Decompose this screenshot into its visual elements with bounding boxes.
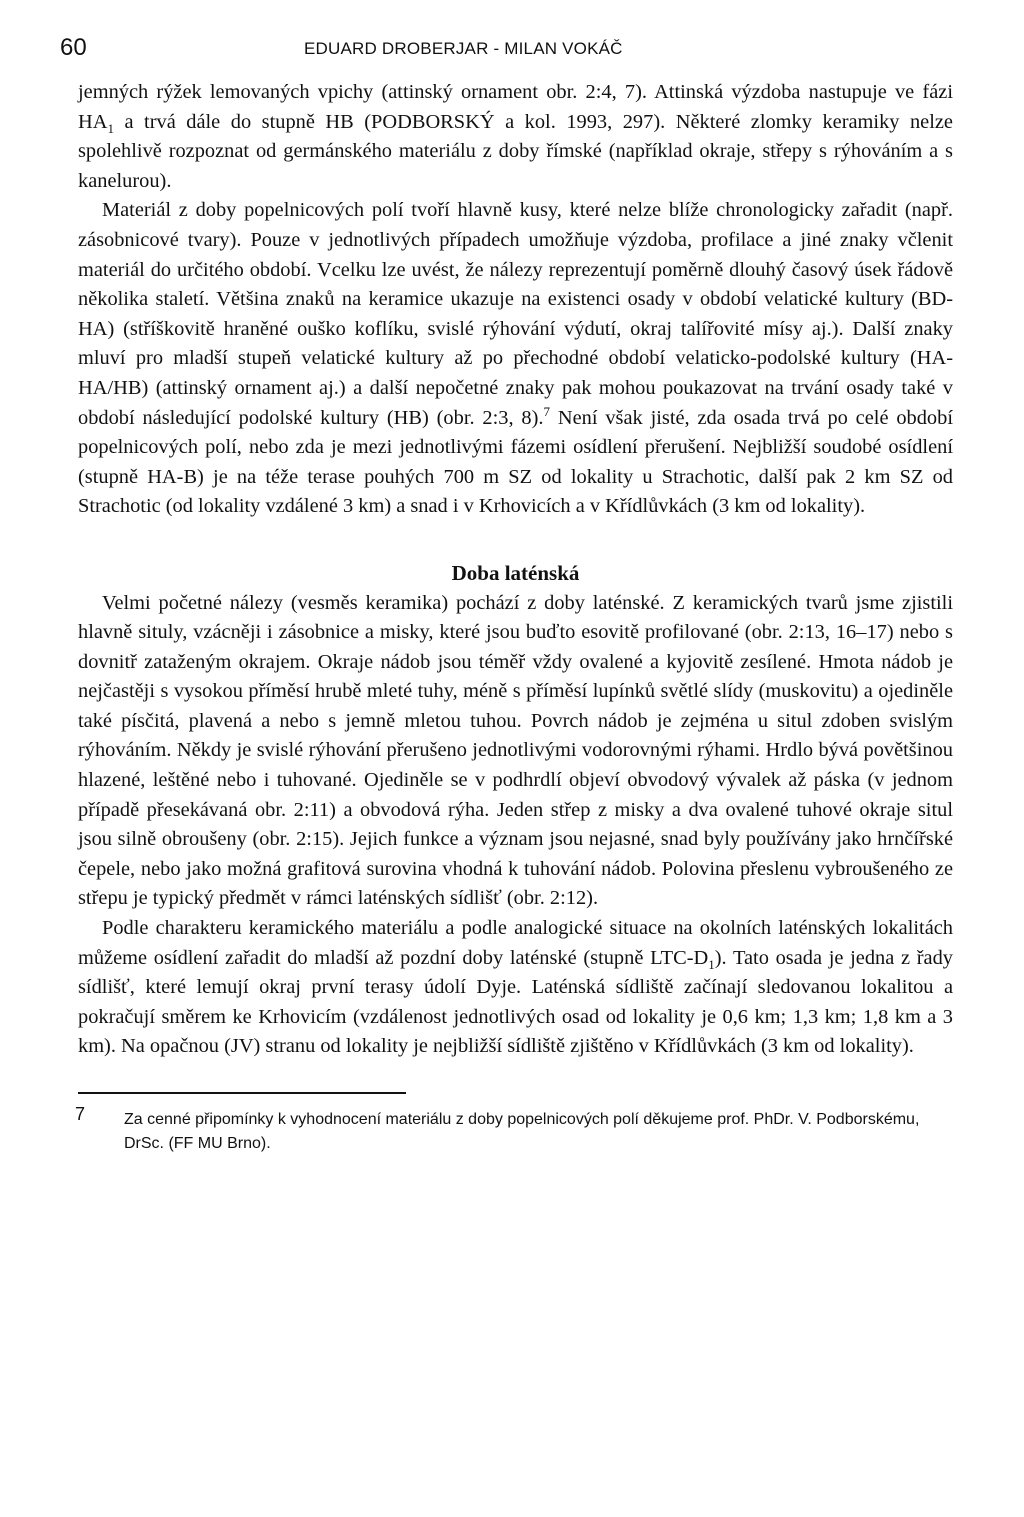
section-heading: Doba laténská [451,560,580,585]
document-page [60,30,953,1156]
running-title: EDUARD DROBERJAR - MILAN VOKÁČ [304,39,623,58]
running-header [60,30,953,70]
subscript-1: 1 [107,120,114,136]
footnote [75,1104,953,1156]
paragraph-2-text-a: Materiál z doby popelnicových polí tvoří hlavně kusy, které nelze blíže chronologicky zařadit (např. zásobnicové tvary). Pouze v jednotlivých případech umožňuje výzdoba, profilace a jiné znaky včlenit materiál do určitého období. Vcelku lze uvést, že nálezy reprezentují poměrně dlouhý časový úsek řádově několika staletí. Většina znaků na keramice ukazuje na existenci osady v období velatické kultury (BD-HA) (stříškovitě hraněné ouško koflíku, svislé rýhování výdutí, okraj talířovité mísy aj.). Další znaky mluví pro mladší stupeň velatické kultury až po přechodné období velaticko-podolské kultury (HA-HA/HB) (attinský ornament aj.) a další nepočetné znaky pak mohou poukazovat na trvání osady také v období následující podolské kultury (HB) (obr. 2:3, 8). [78,199,953,429]
footnote-reference: 7 [543,403,551,419]
page-number: 60 [60,34,87,61]
subscript-2: 1 [708,956,715,972]
paragraph-4 [78,914,953,1062]
body-text [78,78,953,1062]
paragraph-2-text-b: Není však jisté, zda osada trvá po celé období popelnicových polí, nebo zda je mezi jednotlivými fázemi osídlení přerušení. Nejbližší soudobé osídlení (stupně HA-B) je na téže terase pouhých 700 m SZ od lokality u Strachotic, další pak 2 km SZ od Strachotic (od lokality vzdálené 3 km) a snad i v Krhovicích a v Křídlůvkách (3 km od lokality). [78,406,953,518]
paragraph-4-text-a: Podle charakteru keramického materiálu a podle analogické situace na okolních laténských lokalitách můžeme osídlení zařadit do mladší až pozdní doby laténské (stupně LTC-D [78,917,953,969]
paragraph-3: Velmi početné nálezy (vesměs keramika) pochází z doby laténské. Z keramických tvarů jsme zjistili hlavně situly, vzácněji i zásobnice a misky, které jsou buďto esovitě profilované (obr. 2:13, 16–17) nebo s dovnitř zataženým okrajem. Okraje nádob jsou téměř vždy ovalené a kyjovitě zesílené. Hmota nádob je nejčastěji s vysokou příměsí hrubě mleté tuhy, méně s příměsí lupínků světlé slídy (muskovitu) a ojediněle také písčitá, plavená a nebo s jemně mletou tuhou. Povrch nádob je zejména u situl zdoben svislým rýhováním. Někdy je svislé rýhování přerušeno jednotlivými vodorovnými rýhami. Hrdlo bývá povětšinou hlazené, leštěné nebo i tuhované. Ojediněle se v podhrdlí objeví obvodový vývalek až páska (v jednom případě přesekávaná obr. 2:11) a obvodová rýha. Jeden střep z misky a dva ovalené tuhové okraje situl jsou silně obroušeny (obr. 2:15). Jejich funkce a význam jsou nejasné, snad byly používány jako hrnčířské čepele, nebo jako možná grafitová surovina vhodná k tuhování nádob. Polovina přeslenu vybroušeného ze střepu je typický předmět v rámci laténských sídlišť (obr. 2:12). [78,591,953,910]
footnote-mark: 7 [75,1104,86,1124]
paragraph-1-text-a: jemných rýžek lemovaných vpichy (attinský ornament obr. 2:4, 7). Attinská výzdoba nastupuje ve fázi HA [78,81,953,133]
footnote-text: Za cenné připomínky k vyhodnocení materiálu z doby popelnicových polí děkujeme prof. PhDr. V. Podborskému, DrSc. (FF MU Brno). [124,1111,920,1152]
footnote-divider [78,1092,406,1094]
paragraph-1-text-b: a trvá dále do stupně HB (PODBORSKÝ a kol. 1993, 297). Některé zlomky keramiky nelze spolehlivě rozpoznat od germánského materiálu z doby římské (například okraje, střepy s rýhováním a s kanelurou). [78,110,953,192]
paragraph-4-text-b: ). Tato osada je jedna z řady sídlišť, které lemují okraj první terasy údolí Dyje. Laténská sídliště začínají sledovanou lokalitou a pokračují směrem ke Krhovicím (vzdálenost jednotlivých osad od lokality je 0,6 km; 1,3 km; 1,8 km a 3 km). Na opačnou (JV) stranu od lokality je nejbližší sídliště zjištěno v Křídlůvkách (3 km od lokality). [78,946,953,1058]
paragraph-1 [78,78,953,196]
paragraph-2 [78,196,953,522]
